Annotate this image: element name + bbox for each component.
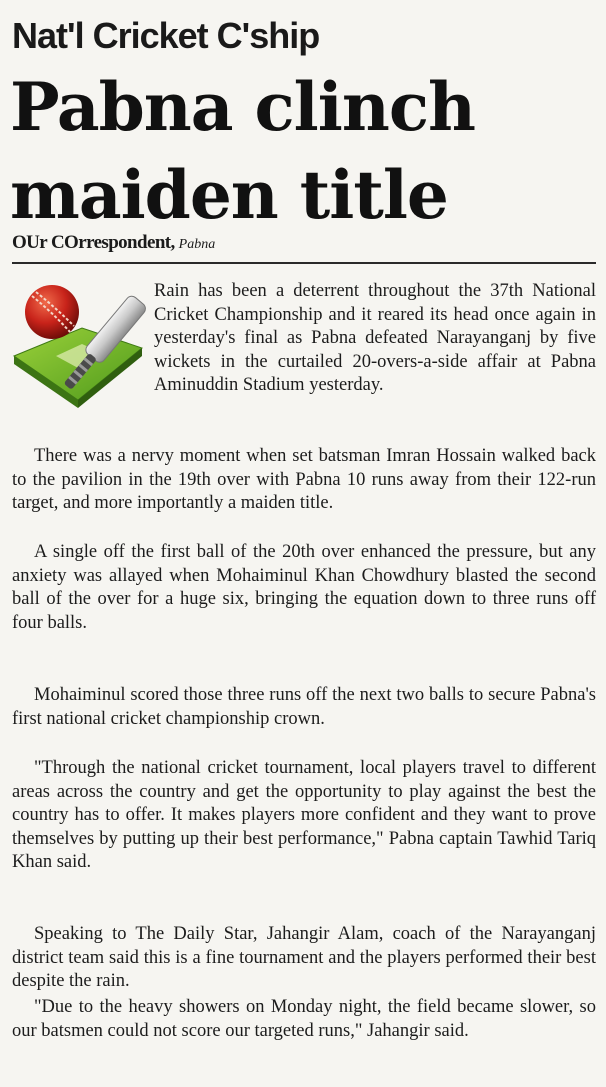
byline-author: OUr COrrespondent, <box>12 232 175 253</box>
body-paragraph: Speaking to The Daily Star, Jahangir Alam, coach of the Narayanganj district team said this is a fine tournament and the players performed their best despite the rain. <box>12 924 596 991</box>
body-paragraph-quote: "Through the national cricket tournament, local players travel to different areas across the country and get the opportunity to play against the best the country has to offer. It makes players more confident and they want to prove themselves by putting up their best performance," Pabna captain Tawhid Tariq Khan said. <box>12 758 596 872</box>
byline <box>12 232 215 254</box>
lead-paragraph: Rain has been a deterrent throughout the 37th National Cricket Championship and it reared its head once again in yesterday's final as Pabna defeated Narayanganj by five wickets in the curtailed 20-overs-a-side affair at Pabna Aminuddin Stadium yesterday. <box>154 281 596 395</box>
headline: Pabna clinch maiden title <box>10 68 475 234</box>
body-paragraph-quote: "Due to the heavy showers on Monday night, the field became slower, so our batsmen could not score our targeted runs," Jahangir said. <box>12 997 596 1041</box>
body-paragraph: A single off the first ball of the 20th over enhanced the pressure, but any anxiety was allayed when Mohaiminul Khan Chowdhury blasted the second ball of the over for a huge six, bringing the equation down to three runs off four balls. <box>12 542 596 633</box>
body-paragraph: Mohaiminul scored those three runs off the next two balls to secure Pabna's first national cricket championship crown. <box>12 685 596 729</box>
cricket-ball-and-bat-icon <box>8 278 148 414</box>
byline-location: Pabna <box>178 237 216 252</box>
section-kicker: Nat'l Cricket C'ship <box>12 15 320 56</box>
body-paragraph: There was a nervy moment when set batsman Imran Hossain walked back to the pavilion in the 19th over with Pabna 10 runs away from their 122-run target, and more importantly a maiden title. <box>12 446 596 513</box>
byline-divider <box>12 262 596 264</box>
